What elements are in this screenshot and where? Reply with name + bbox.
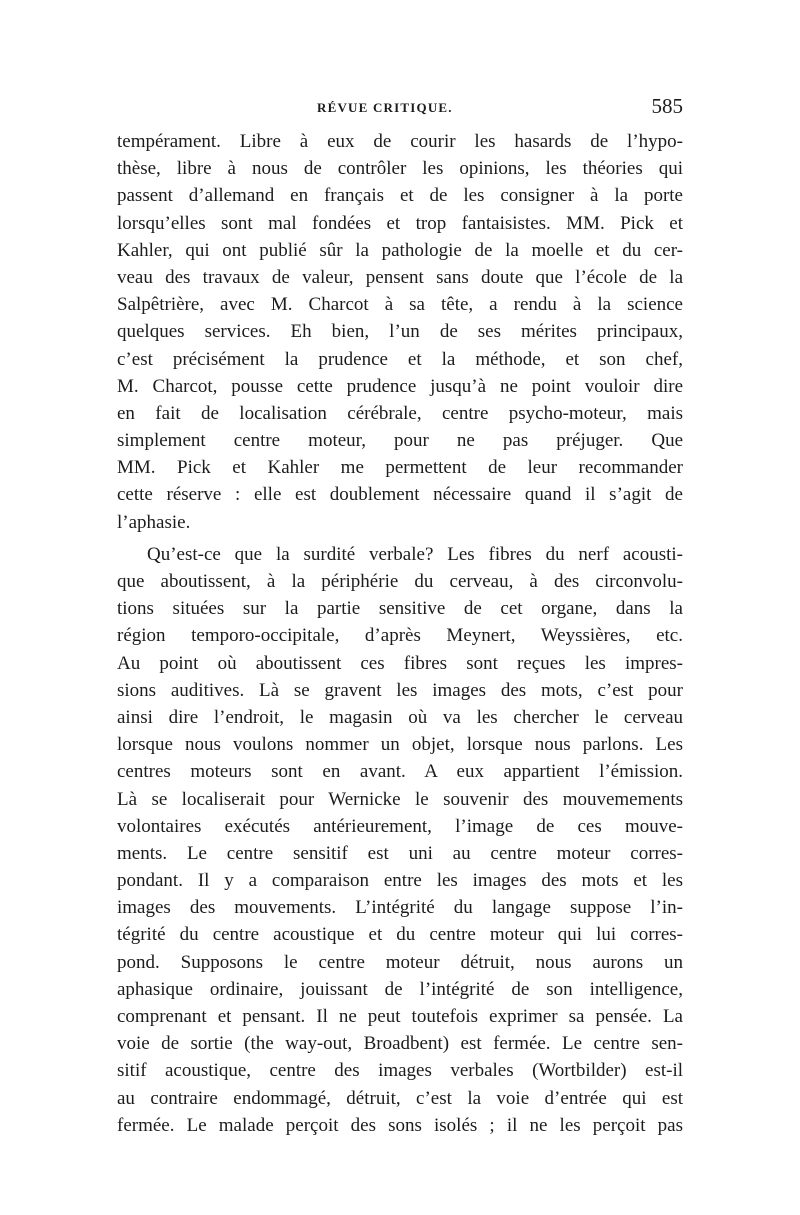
text-line: M. Charcot, pousse cette prudence jusqu’à ne point vouloir dire <box>117 375 683 397</box>
text-line: pond. Supposons le centre moteur détruit, nous aurons un <box>117 951 683 973</box>
text-line: que aboutissent, à la périphérie du cerveau, à des circonvolu- <box>117 571 683 592</box>
paragraph-2 <box>117 541 683 1139</box>
text-line: en fait de localisation cérébrale, centre psycho-moteur, mais <box>117 402 683 424</box>
page-number: 585 <box>651 94 683 118</box>
text-line: quelques services. Eh bien, l’un de ses mérites principaux, <box>117 321 683 343</box>
text-line: tempérament. Libre à eux de courir les hasards de l’hypo- <box>117 131 683 152</box>
paragraph-1 <box>117 128 683 536</box>
text-line: Salpêtrière, avec M. Charcot à sa tête, a rendu à la science <box>117 294 683 316</box>
text-line: centres moteurs sont en avant. A eux appartient l’émission. <box>117 761 683 783</box>
page-header <box>117 94 683 122</box>
text-line: lorsqu’elles sont mal fondées et trop fantaisistes. MM. Pick et <box>117 212 683 234</box>
text-line: simplement centre moteur, pour ne pas préjuger. Que <box>117 430 683 452</box>
text-line: aphasique ordinaire, jouissant de l’intégrité de son intelligence, <box>117 978 683 1000</box>
text-line: Qu’est-ce que la surdité verbale? Les fibres du nerf acousti- <box>147 543 683 565</box>
text-line: thèse, libre à nous de contrôler les opinions, les théories qui <box>117 158 683 180</box>
text-line: ainsi dire l’endroit, le magasin où va les chercher le cerveau <box>117 706 683 728</box>
text-line: veau des travaux de valeur, pensent sans doute que l’école de la <box>117 266 683 288</box>
text-line: voie de sortie (the way-out, Broadbent) est fermée. Le centre sen- <box>117 1033 683 1055</box>
body-text <box>117 128 683 1139</box>
text-line: tégrité du centre acoustique et du centre moteur qui lui corres- <box>117 924 683 946</box>
text-line: passent d’allemand en français et de les consigner à la porte <box>117 185 683 207</box>
text-line: l’aphasie. <box>117 511 191 533</box>
text-line: volontaires exécutés antérieurement, l’image de ces mouve- <box>117 815 683 837</box>
text-line: Au point où aboutissent ces fibres sont reçues les impres- <box>117 652 683 674</box>
text-line: région temporo-occipitale, d’après Meynert, Weyssières, etc. <box>117 625 683 647</box>
running-title: RÉVUE CRITIQUE. <box>317 100 453 115</box>
text-line: pondant. Il y a comparaison entre les images des mots et les <box>117 870 683 892</box>
text-line: Là se localiserait pour Wernicke le souvenir des mouvemements <box>117 788 683 810</box>
text-line: comprenant et pensant. Il ne peut toutefois exprimer sa pensée. La <box>117 1006 683 1027</box>
text-line: au contraire endommagé, détruit, c’est la voie d’entrée qui est <box>117 1087 683 1109</box>
text-line: fermée. Le malade perçoit des sons isolés ; il ne les perçoit pas <box>117 1114 683 1136</box>
text-line: sitif acoustique, centre des images verbales (Wortbilder) est-il <box>117 1060 683 1082</box>
text-line: tions situées sur la partie sensitive de cet organe, dans la <box>117 598 683 620</box>
text-line: lorsque nous voulons nommer un objet, lorsque nous parlons. Les <box>117 734 683 756</box>
text-line: Kahler, qui ont publié sûr la pathologie de la moelle et du cer- <box>117 239 683 261</box>
text-line: images des mouvements. L’intégrité du langage suppose l’in- <box>117 897 683 919</box>
text-line: cette réserve : elle est doublement nécessaire quand il s’agit de <box>117 484 683 506</box>
text-line: MM. Pick et Kahler me permettent de leur recommander <box>117 457 683 479</box>
text-line: ments. Le centre sensitif est uni au centre moteur corres- <box>117 842 683 864</box>
text-line: c’est précisément la prudence et la méthode, et son chef, <box>117 348 683 370</box>
text-line: sions auditives. Là se gravent les images des mots, c’est pour <box>117 679 683 701</box>
